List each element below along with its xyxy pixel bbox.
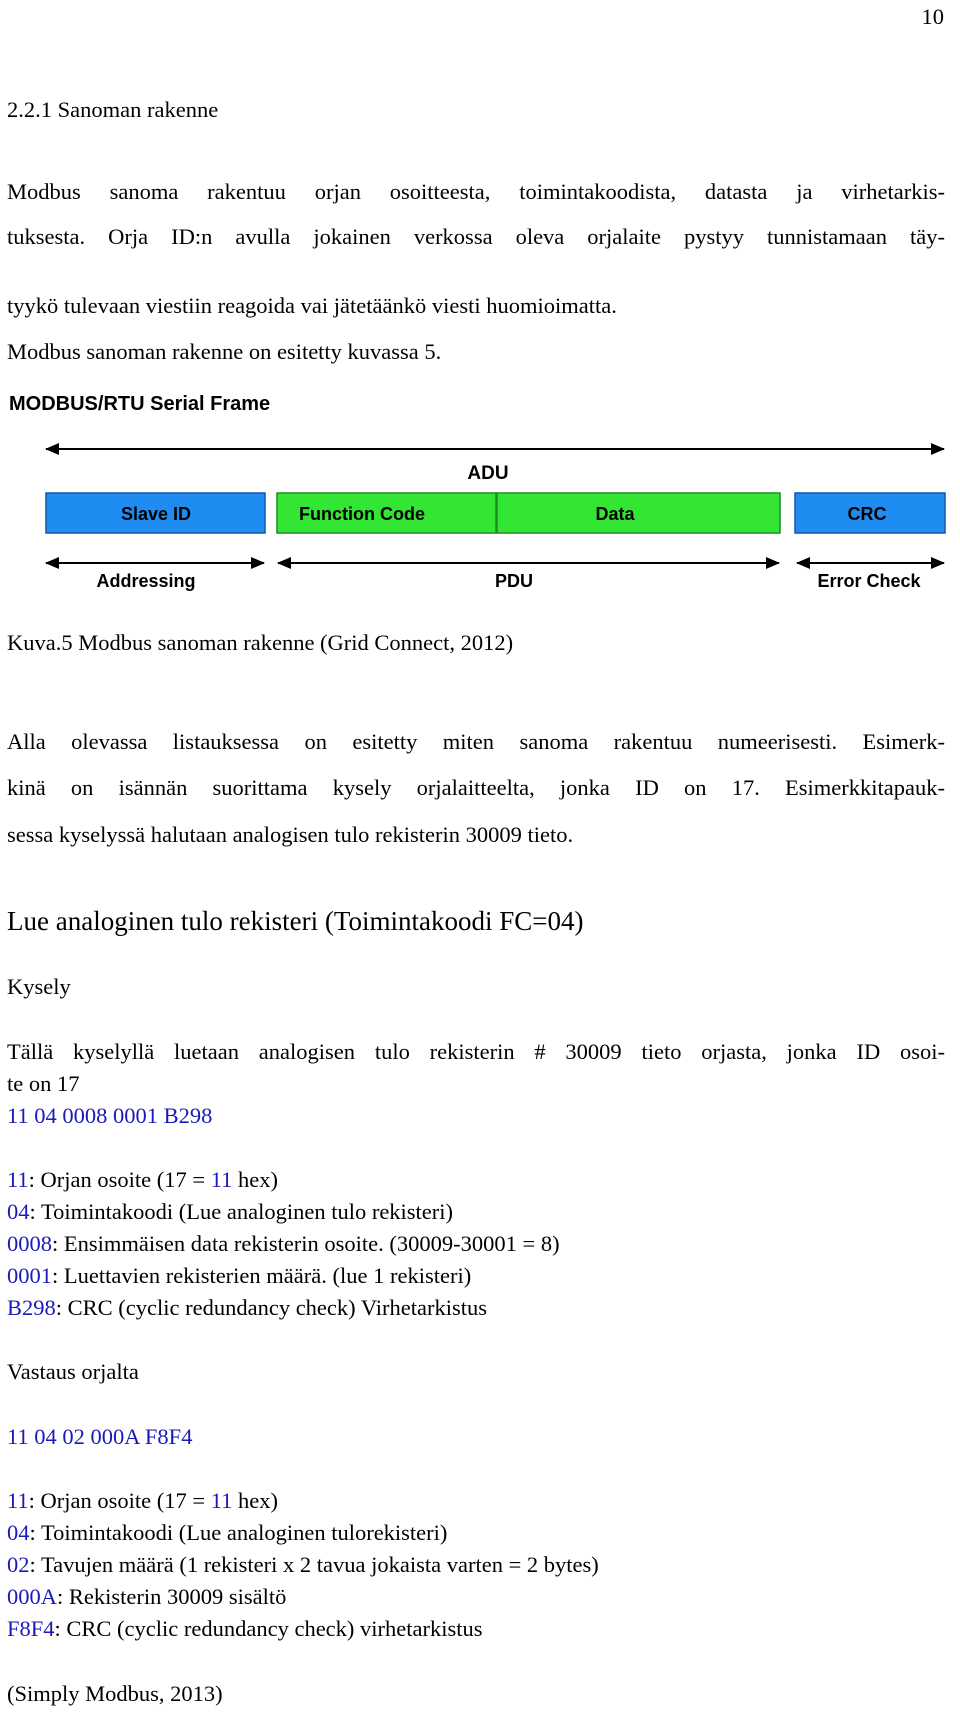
query-line-4: 0001: Luettavien rekisterien määrä. (lue 1 rekisteri) [7,1263,472,1288]
intro-line-1: Modbus sanoma rakentuu orjan osoitteesta, toimintakoodista, datasta ja virhetarkis- [7,179,945,204]
figure-caption: Kuva.5 Modbus sanoman rakenne (Grid Connect, 2012) [7,630,514,655]
response-line-2: 04: Toimintakoodi (Lue analoginen tulorekisteri) [7,1520,448,1545]
section-heading: 2.2.1 Sanoman rakenne [7,97,219,122]
intro-line-3: tyykö tulevaan viestiin reagoida vai jätetäänkö viesti huomioimatta. [7,293,617,318]
intro-line-4: Modbus sanoman rakenne on esitetty kuvassa 5. [7,339,442,364]
query-code: 04 [7,1199,30,1224]
query-hex: 11 04 0008 0001 B298 [7,1103,213,1128]
reference: (Simply Modbus, 2013) [7,1681,223,1706]
modbus-frame-diagram [0,385,960,595]
response-code: 02 [7,1552,30,1577]
listing-line-1: Alla olevassa listauksessa on esitetty miten sanoma rakentuu numeerisesti. Esimerk- [7,729,945,754]
response-line-3: 02: Tavujen määrä (1 rekisteri x 2 tavua jokaista varten = 2 bytes) [7,1552,599,1577]
crc-label: CRC [847,504,887,524]
query-line-5: B298: CRC (cyclic redundancy check) Virhetarkistus [7,1295,487,1320]
function-code-label: Function Code [299,504,425,524]
error-check-label: Error Check [817,571,921,591]
response-line-1: 11: Orjan osoite (17 = 11 hex) [7,1488,278,1513]
query-line-2: 04: Toimintakoodi (Lue analoginen tulo rekisteri) [7,1199,454,1224]
query-code: B298 [7,1295,56,1320]
listing-line-2: kinä on isännän suorittama kysely orjalaitteelta, jonka ID on 17. Esimerkkitapauk- [7,775,945,800]
listing-line-3: sessa kyselyssä halutaan analogisen tulo rekisterin 30009 tieto. [7,822,574,847]
response-code: 04 [7,1520,30,1545]
response-code: F8F4 [7,1616,55,1641]
response-line-5: F8F4: CRC (cyclic redundancy check) virhetarkistus [7,1616,483,1641]
response-code: 11 [7,1488,29,1513]
data-label: Data [595,504,635,524]
response-label: Vastaus orjalta [7,1359,139,1384]
response-line-4: 000A: Rekisterin 30009 sisältö [7,1584,287,1609]
response-code: 000A [7,1584,57,1609]
slave-id-label: Slave ID [120,504,192,524]
query-desc-line-2: te on 17 [7,1071,80,1096]
adu-label: ADU [467,463,509,484]
pdu-label: PDU [494,571,534,591]
figure-title: MODBUS/RTU Serial Frame [9,393,271,415]
query-label: Kysely [7,974,71,999]
read-heading: Lue analoginen tulo rekisteri (Toimintakoodi FC=04) [7,906,584,936]
query-desc-line-1: Tällä kyselyllä luetaan analogisen tulo rekisterin # 30009 tieto orjasta, jonka ID osoi- [7,1039,945,1064]
query-line-3: 0008: Ensimmäisen data rekisterin osoite. (30009-30001 = 8) [7,1231,560,1256]
addressing-label: Addressing [96,571,196,591]
intro-line-2: tuksesta. Orja ID:n avulla jokainen verkossa oleva orjalaite pystyy tunnistamaan täy- [7,224,945,249]
response-hex: 11 04 02 000A F8F4 [7,1424,193,1449]
query-code: 0008 [7,1231,52,1256]
data-box [497,493,780,533]
query-line-1: 11: Orjan osoite (17 = 11 hex) [7,1167,278,1192]
page-number: 10 [921,4,944,29]
query-code: 0001 [7,1263,52,1288]
query-code: 11 [7,1167,29,1192]
